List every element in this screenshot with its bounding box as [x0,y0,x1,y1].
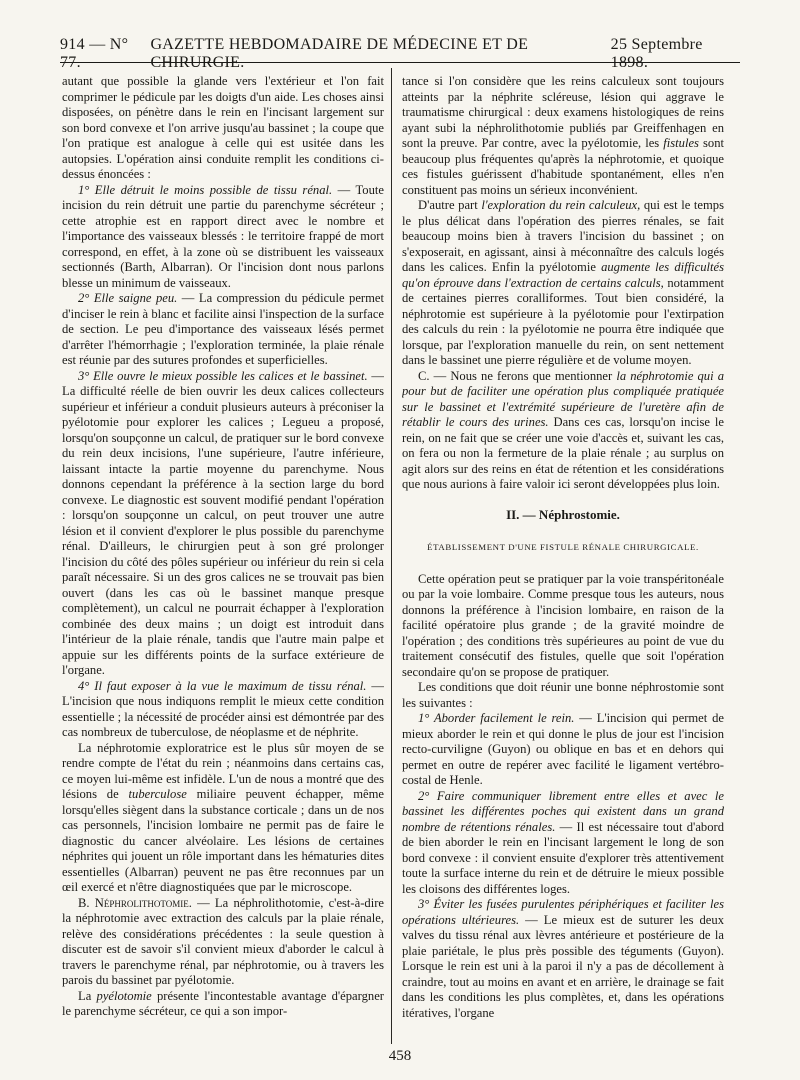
paragraph-text: — Toute incision du rein détruit une partie du parenchyme sécréteur ; cette atrophie est en rapport direct avec le nombre et l'importance des vaisseaux blessés : le territoire frappé de mort correspond, en effet, à la zone où se distribuent les vaisseaux sectionnés (Barth, Albarran). Or l'incision dont nous parlons blesse un minimum de vaisseaux. [62,182,384,290]
paragraph-text: La [78,988,97,1003]
paragraph [402,789,724,898]
paragraph-text: D'autre part [418,198,482,212]
paragraph [62,741,384,896]
emphasis: pyélotomie [96,988,152,1003]
issue-date: 25 Septembre 1898. [610,36,703,71]
paragraph [62,679,384,741]
paragraph-text: La néphrotomie exploratrice est le plus sûr moyen de se rendre compte de l'état du rein ; néanmoins dans certains cas, ce moyen lui-même est infidèle. L'un de nous a montré que des lésions de [62,740,384,801]
item-heading: 1° Aborder facilement le rein. [418,711,575,725]
paragraph-text: — La néphrolithotomie, c'est-à-dire la néphrotomie avec extraction des calculs par la plaie rénale, relève des considérations précédentes : la seule question à discuter est de savoir s'il convient mieux d'aborder le calcul à travers le parenchyme rénal, par néphrotomie, ou à travers les parois du bassinet par pyélotomie. [62,895,384,987]
paragraph-text: sont beaucoup plus fréquentes qu'après la néphrotomie, et quoique ces fistules guérissent d'habitude spontanément, elles n'en constituent pas moins un sérieux inconvénient. [402,136,724,197]
paragraph-text: miliaire peuvent échapper, même lorsqu'elles siègent dans la substance corticale ; dans un de nos cas personnels, l'incision lombaire ne permit pas de faire le diagnostic du cancer alvéolaire. Les lésions de certaines néphrites qui jouent un rôle important dans les hématuries dites essentielles (Albarran) peuvent ne pas être reconnues par un œil exercé et n'être diagnostiquées que par le microscope. [62,787,384,894]
paragraph-text: qui est le temps le plus délicat dans l'opération des pierres rénales, se fait beaucoup moins bien à travers l'incision du bassinet ; on s'exposerait, en agissant, ainsi à méconnaître des calculs logés dans les calices. Enfin la pyélotomie [402,198,724,274]
right-column [402,74,724,1034]
page-reference: 914 — N° 77. [60,36,129,71]
column-divider [391,68,392,1044]
paragraph [402,198,724,369]
emphasis: l'exploration du rein calculeux, [481,198,641,212]
item-heading: 1° Elle détruit le moins possible de tissu rénal. [78,182,333,197]
paragraph [62,896,384,989]
left-column [62,74,384,1034]
emphasis: la néphrotomie qui a pour but de faciliter une opération plus compliquée pratiquée sur le bassinet et l'extrémité supérieure de l'uretère afin de rétablir le cours des urines. [402,368,724,429]
paragraph-text: présente l'incontestable avantage d'épargner le parenchyme sécréteur, ce qui a son impor- [62,988,384,1018]
paragraph-text: — La difficulté réelle de bien ouvrir les deux calices collecteurs supérieur et inférieur a conduit plusieurs auteurs à préconiser la pyélotomie pour explorer les calices ; Legueu a proposé, lorsqu'on soupçonne un calcul, de pratiquer sur le bord convexe du rein deux incisions, l'une supérieure, l'autre inférieure, laissant intacte la partie moyenne du parenchyme. Nous donnons cependant la préférence à la section large du bord convexe. Le diagnostic est souvent modifié pendant l'opération : lorsqu'on soupçonne un calcul, on peut trouver une autre lésion et il convient d'explorer le plus possible du parenchyme rénal. D'ailleurs, le chirurgien peut à son gré prolonger l'incision du côté des pôles supérieur ou inférieur du rein si cela paraît nécessaire. Si un des gros calices ne se trouvait pas bien ouvert (dans les cas où le bassinet manque presque complètement), un calcul ne pourrait échapper à l'exploration combinée des deux mains ; un doigt est introduit dans l'intérieur de la plaie rénale, tandis que l'autre main palpe et appuie sur les différents points de la surface extérieure de l'organe. [62,368,384,677]
item-heading: 3° Éviter les fusées purulentes périphériques et faciliter les opérations ultérieures. [402,897,724,927]
paragraph-text: notamment de certaines pierres coralliformes. Tout bien considéré, la néphrotomie est supérieure à la pyélotomie pour l'extirpation des calculs du rein : la pyélotomie ne pourra être indiquée que lorsque, par l'exploration manuelle du rein, on sent nettement dans le bassinet une pierre régulière et de volume moyen. [402,275,724,367]
item-heading: 3° Elle ouvre le mieux possible les calices et le bassinet. [78,368,368,383]
paragraph [402,74,724,198]
emphasis: tuberculose [128,787,187,801]
emphasis: augmente les difficultés qu'on éprouve dans l'extraction de certains calculs, [402,260,724,290]
item-heading: 4° Il faut exposer à la vue le maximum de tissu rénal. [78,678,367,693]
paragraph-text: — Le mieux est de suturer les deux valves du tissu rénal aux lèvres antérieure et postérieure de la plaie pariétale, le plus près possible des téguments (Guyon). Lorsque le rein est uni à la paroi il n'y a pas de décollement à craindre, tout au moins en avant et en arrière, le drainage se fait dans les conditions les plus complètes, et, dans les opérations itératives, l'organe [402,912,724,1020]
item-heading: 2° Faire communiquer librement entre elles et avec le bassinet les différentes poches qui existent dans un grand nombre de rétentions rénales. [402,788,724,834]
page-number: 458 [388,1048,412,1064]
header-rule [60,62,740,63]
section-subtitle: ÉTABLISSEMENT D'UNE FISTULE RÉNALE CHIRURGICALE. [427,542,699,552]
section-title: II. — Néphrostomie. [506,506,620,522]
paragraph-text: — L'incision que nous indiquons remplit le mieux cette condition essentielle ; la nécessité de procéder ainsi est démontrée par des cas nombreux de tuberculose, de néoplasme et de néphrite. [62,678,384,739]
paragraph [62,369,384,679]
paragraph: autant que possible la glande vers l'extérieur et l'on fait comprimer le pédicule par les doigts d'un aide. Les choses ainsi disposées, on pénètre dans le rein en l'incisant largement sur son bord convexe et l'on arrive jusqu'au bassinet ; la coupe que l'on pratique est analogue à celle qui est usitée dans les autopsies. L'opération ainsi conduite remplit les conditions ci-dessus énoncées : [62,74,384,181]
paragraph: Cette opération peut se pratiquer par la voie transpéritonéale ou par la voie lombaire. Comme presque tous les auteurs, nous donnons la préférence à l'incision lombaire, en raison de la facilité opératoire plus grande ; de la gravité moindre de l'opération ; des conditions très supérieures au point de vue du traitement consécutif des fistules, quelle que soit l'opération secondaire qu'on se propose de pratiquer. [402,571,724,679]
paragraph-text: tance si l'on considère que les reins calculeux sont toujours atteints par la néphrite scléreuse, lésion qui aggrave le traumatisme chirurgical : deux examens histologiques de reins ayant subi la néphrolithotomie publiés par Greiffenhagen en sont la preuve. Par contre, avec la pyélotomie, les [402,74,724,150]
paragraph [62,183,384,292]
paragraph [402,711,724,789]
paragraph-text: — Il est nécessaire tout d'abord de bien aborder le rein en l'incisant largement le long de son bord convexe : il convient ensuite d'explorer très attentivement toute la surface interne du rein et de détruire le mieux possible les cloisons des différentes loges. [402,819,724,896]
paragraph-text: — L'incision qui permet de mieux aborder le rein et qui donne le plus de jour est l'incision recto-curviligne (Guyon) ou oblique en bas et en dehors qui permet en outre de repérer avec facilité le ligament vertébro-costal de Henle. [402,711,724,787]
paragraph-text: C. — Nous ne ferons que mentionner [418,368,617,383]
paragraph: Les conditions que doit réunir une bonne néphrostomie sont les suivantes : [402,680,724,710]
item-heading: 2° Elle saigne peu. [78,291,178,305]
paragraph-text: Dans ces cas, lorsqu'on incise le rein, on ne fait que se créer une voie d'accès et, suivant les cas, on fera ou non la fermeture de la plaie rénale ; au surplus on agit alors sur des reins en état de rétention et les considérations que nous aurions à faire valoir ici seront développées plus loin. [402,415,724,491]
running-header [60,36,740,71]
subsection-heading: B. Néphrolithotomie. [78,895,192,910]
paragraph [62,989,384,1020]
emphasis: fistules [663,136,699,150]
paragraph [402,897,724,1021]
paragraph [402,369,724,493]
paragraph-text: — La compression du pédicule permet d'inciser le rein à blanc et facilite ainsi l'inspection de la surface de section. Le peu d'importance des vaisseaux lésés permet d'arrêter l'hémorrhagie ; l'exploration terminée, la plaie rénale est réunie par des sutures profondes et superficielles. [62,291,384,367]
journal-title: GAZETTE HEBDOMADAIRE DE MÉDECINE ET DE CHIRURGIE. [150,36,529,71]
paragraph [62,291,384,369]
